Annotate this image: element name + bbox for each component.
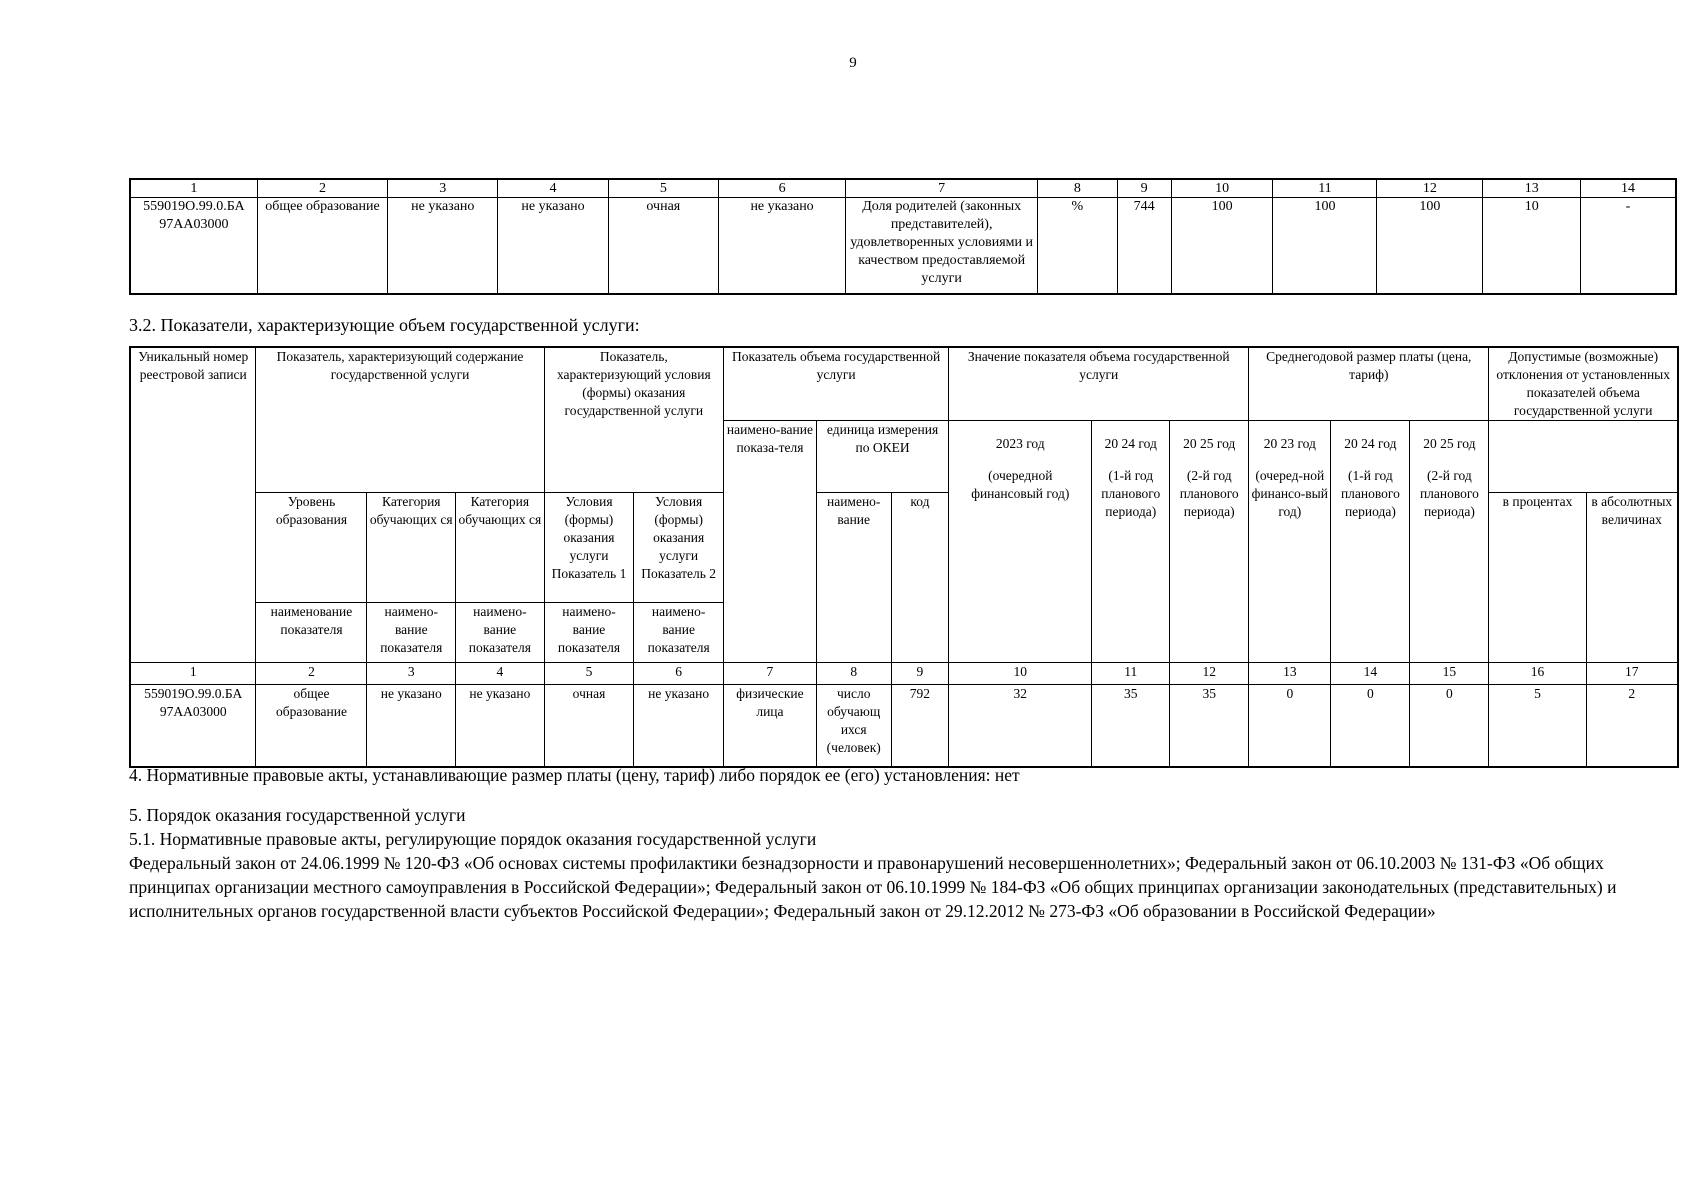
fee-2025-label: 20 25 год bbox=[1423, 436, 1476, 451]
col-number: 13 bbox=[1249, 663, 1331, 685]
page-number: 9 bbox=[849, 55, 857, 71]
cell: - bbox=[1580, 198, 1676, 294]
header-condition-2: Условия (формы) оказания услуги Показатель 2 bbox=[634, 493, 724, 603]
header-name-condition-2: наимено-вание показателя bbox=[634, 603, 724, 663]
col-number: 4 bbox=[498, 179, 608, 198]
registry-code: 559019О.99.0.БА 97АА03000 bbox=[130, 198, 257, 294]
header-unit-okei: единица измерения по ОКЕИ bbox=[816, 421, 948, 493]
header-unit-code: код bbox=[891, 493, 949, 663]
col-number: 8 bbox=[816, 663, 891, 685]
column-numbers-row bbox=[130, 179, 1676, 198]
fee-2025-sub: (2-й год планового периода) bbox=[1419, 468, 1479, 519]
cell: 2 bbox=[1586, 685, 1678, 767]
table-row bbox=[130, 685, 1678, 767]
fee-2024-sub: (1-й год планового периода) bbox=[1340, 468, 1400, 519]
cell: 100 bbox=[1273, 198, 1377, 294]
col-number: 6 bbox=[634, 663, 724, 685]
cell: общее образование bbox=[257, 198, 387, 294]
cell: не указано bbox=[634, 685, 724, 767]
section-5-1: 5.1. Нормативные правовые акты, регулирующие порядок оказания государственной услуги bbox=[129, 829, 817, 849]
cell: 32 bbox=[949, 685, 1092, 767]
year-2023-label: 2023 год bbox=[995, 436, 1045, 451]
year-2024-sub: (1-й год планового периода) bbox=[1101, 468, 1161, 519]
header-deviation-spacer bbox=[1489, 421, 1678, 493]
year-2025-label: 20 25 год bbox=[1183, 436, 1236, 451]
cell: не указано bbox=[388, 198, 498, 294]
col-number: 5 bbox=[608, 179, 718, 198]
header-year-2025 bbox=[1170, 421, 1249, 663]
fee-2023-sub: (очеред-ной финансо-вый год) bbox=[1251, 468, 1328, 519]
col-number: 8 bbox=[1038, 179, 1118, 198]
header-value-group: Значение показателя объема государственной услуги bbox=[949, 347, 1249, 421]
cell: 35 bbox=[1170, 685, 1249, 767]
cell: очная bbox=[608, 198, 718, 294]
header-condition-1: Условия (формы) оказания услуги Показатель 1 bbox=[544, 493, 634, 603]
col-number: 12 bbox=[1170, 663, 1249, 685]
header-fee-group: Среднегодовой размер платы (цена, тариф) bbox=[1249, 347, 1489, 421]
registry-code: 559019О.99.0.БА 97АА03000 bbox=[130, 685, 256, 767]
header-fee-2024 bbox=[1331, 421, 1410, 663]
quality-indicators-table bbox=[129, 178, 1677, 295]
cell: число обучающ ихся (человек) bbox=[816, 685, 891, 767]
column-numbers-row bbox=[130, 663, 1678, 685]
header-content-group: Показатель, характеризующий содержание государственной услуги bbox=[256, 347, 544, 493]
cell: очная bbox=[544, 685, 634, 767]
cell: 100 bbox=[1377, 198, 1483, 294]
header-volume-group: Показатель объема государственной услуги bbox=[724, 347, 949, 421]
section-5-1-text: Федеральный закон от 24.06.1999 № 120-ФЗ «Об основах системы профилактики безнадзорности и правонарушений несовершеннолетних»; Федеральный закон от 06.10.2003 № 131-ФЗ «Об общих принципах организации местного самоуправления в Российской Федерации»; Федеральный закон от 06.10.1999 № 184-ФЗ «Об общих принципах организации законодательных (представительных) и исполнительных органов государственной власти субъектов Российской Федерации»; Федеральный закон от 29.12.2012 № 273-ФЗ «Об образовании в Российской Федерации» bbox=[129, 853, 1617, 921]
cell: не указано bbox=[456, 685, 545, 767]
cell: 100 bbox=[1171, 198, 1273, 294]
cell: не указано bbox=[367, 685, 456, 767]
col-number: 4 bbox=[456, 663, 545, 685]
table-row bbox=[130, 198, 1676, 294]
header-fee-2025 bbox=[1410, 421, 1489, 663]
section-5: 5. Порядок оказания государственной услуги bbox=[129, 805, 466, 825]
header-category-1: Категория обучающих ся bbox=[367, 493, 456, 603]
col-number: 2 bbox=[256, 663, 367, 685]
col-number: 9 bbox=[891, 663, 949, 685]
col-number: 10 bbox=[1171, 179, 1273, 198]
header-name-level: наименование показателя bbox=[256, 603, 367, 663]
header-name-category-2: наимено-вание показателя bbox=[456, 603, 545, 663]
col-number: 10 bbox=[949, 663, 1092, 685]
col-number: 3 bbox=[388, 179, 498, 198]
cell: общее образование bbox=[256, 685, 367, 767]
col-number: 3 bbox=[367, 663, 456, 685]
year-2025-sub: (2-й год планового периода) bbox=[1179, 468, 1239, 519]
header-in-absolute: в абсолютных величинах bbox=[1586, 493, 1678, 663]
cell: % bbox=[1038, 198, 1118, 294]
cell: 792 bbox=[891, 685, 949, 767]
header-conditions-group: Показатель, характеризующий условия (формы) оказания государственной услуги bbox=[544, 347, 723, 493]
header-level: Уровень образования bbox=[256, 493, 367, 603]
col-number: 13 bbox=[1483, 179, 1581, 198]
col-number: 11 bbox=[1273, 179, 1377, 198]
cell: 0 bbox=[1249, 685, 1331, 767]
header-in-percent: в процентах bbox=[1489, 493, 1586, 663]
col-number: 14 bbox=[1580, 179, 1676, 198]
section-3-2-heading: 3.2. Показатели, характеризующие объем государственной услуги: bbox=[129, 315, 640, 335]
fee-2024-label: 20 24 год bbox=[1344, 436, 1397, 451]
volume-indicators-table bbox=[129, 346, 1679, 768]
header-unit-name: наимено-вание bbox=[816, 493, 891, 663]
cell: 0 bbox=[1410, 685, 1489, 767]
col-number: 16 bbox=[1489, 663, 1586, 685]
cell: 35 bbox=[1092, 685, 1170, 767]
header-indicator-name: наимено-вание показа-теля bbox=[724, 421, 817, 663]
cell: не указано bbox=[498, 198, 608, 294]
col-number: 7 bbox=[846, 179, 1038, 198]
section-4: 4. Нормативные правовые акты, устанавливающие размер платы (цену, тариф) либо порядок ее (его) установления: нет bbox=[129, 765, 1020, 785]
header-row-1 bbox=[130, 347, 1678, 421]
header-deviation-group: Допустимые (возможные) отклонения от установленных показателей объема государственной услуги bbox=[1489, 347, 1678, 421]
header-name-condition-1: наимено-вание показателя bbox=[544, 603, 634, 663]
col-number: 7 bbox=[724, 663, 817, 685]
col-number: 11 bbox=[1092, 663, 1170, 685]
col-number: 6 bbox=[718, 179, 845, 198]
col-number: 2 bbox=[257, 179, 387, 198]
cell: 0 bbox=[1331, 685, 1410, 767]
col-number: 17 bbox=[1586, 663, 1678, 685]
header-year-2023 bbox=[949, 421, 1092, 663]
col-number: 12 bbox=[1377, 179, 1483, 198]
col-number: 9 bbox=[1117, 179, 1171, 198]
year-2024-label: 20 24 год bbox=[1104, 436, 1157, 451]
year-2023-sub: (очередной финансовый год) bbox=[971, 468, 1070, 501]
col-number: 5 bbox=[544, 663, 634, 685]
cell: 10 bbox=[1483, 198, 1581, 294]
cell: 5 bbox=[1489, 685, 1586, 767]
cell: физические лица bbox=[724, 685, 817, 767]
header-year-2024 bbox=[1092, 421, 1170, 663]
col-number: 15 bbox=[1410, 663, 1489, 685]
header-fee-2023 bbox=[1249, 421, 1331, 663]
col-number: 1 bbox=[130, 179, 257, 198]
cell: не указано bbox=[718, 198, 845, 294]
col-number: 14 bbox=[1331, 663, 1410, 685]
header-category-2: Категория обучающих ся bbox=[456, 493, 545, 603]
fee-2023-label: 20 23 год bbox=[1263, 436, 1316, 451]
cell: Доля родителей (законных представителей), удовлетворенных условиями и качеством предоставляемой услуги bbox=[846, 198, 1038, 294]
header-unique-number: Уникальный номер реестровой записи bbox=[130, 347, 256, 663]
cell: 744 bbox=[1117, 198, 1171, 294]
header-name-category-1: наимено-вание показателя bbox=[367, 603, 456, 663]
col-number: 1 bbox=[130, 663, 256, 685]
